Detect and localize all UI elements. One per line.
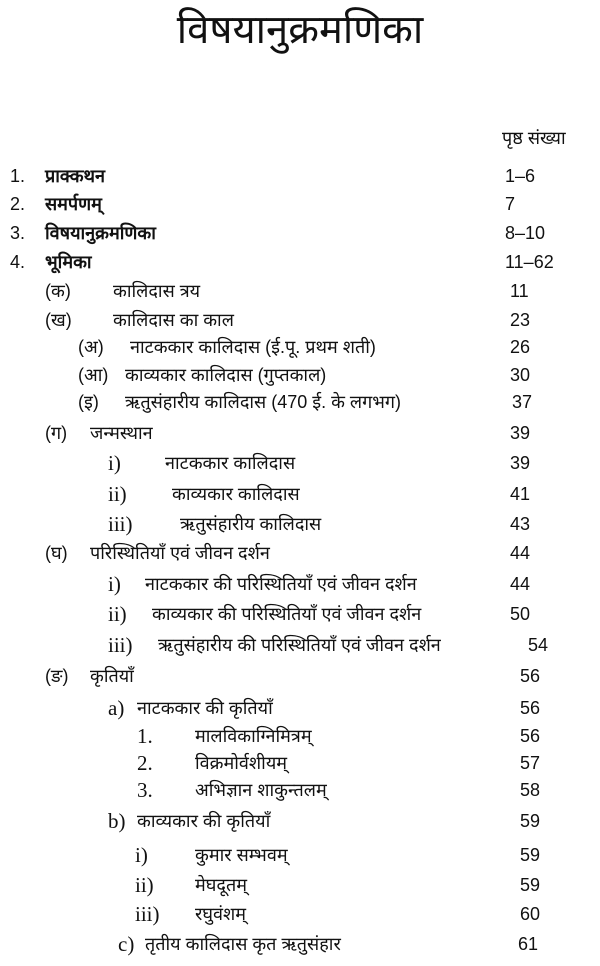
entry-marker: 1. [10,166,26,186]
toc-entry [0,902,600,926]
entry-marker: i) [135,843,148,867]
entry-title: विक्रमोर्वशीयम् [195,753,288,773]
entry-page-number: 41 [510,484,531,504]
toc-entry [0,221,600,245]
entry-marker: ii) [108,602,127,626]
entry-page-number: 50 [510,604,531,624]
entry-marker: (ख) [45,310,72,330]
toc-entry [0,572,600,596]
entry-page-number: 56 [520,698,541,718]
toc-entry [0,873,600,897]
toc-entry [0,482,600,506]
toc-entry [0,602,600,626]
entry-page-number: 7 [505,194,516,214]
entry-page-number: 43 [510,514,531,534]
entry-marker: 2. [137,751,153,775]
entry-title: नाटककार की परिस्थितियाँ एवं जीवन दर्शन [145,574,417,594]
entry-title: कृतियाँ [90,666,134,686]
entry-marker: (आ) [78,365,109,385]
entry-marker: b) [108,809,126,833]
entry-marker: a) [108,696,125,720]
entry-page-number: 8–10 [505,223,546,243]
entry-page-number: 44 [510,543,531,563]
toc-entry [0,335,600,359]
entry-page-number: 56 [520,666,541,686]
toc-entry [0,164,600,188]
entry-title: काव्यकार कालिदास [172,484,300,504]
entry-marker: (अ) [78,337,104,357]
entry-title: कुमार सम्भवम् [195,845,288,865]
entry-page-number: 56 [520,726,541,746]
entry-title: अभिज्ञान शाकुन्तलम् [195,780,327,800]
entry-marker: iii) [135,902,160,926]
toc-entry [0,809,600,833]
toc-entry [0,751,600,775]
toc-entry [0,932,600,956]
entry-marker: ii) [108,482,127,506]
toc-entry [0,843,600,867]
entry-title: भूमिका [45,252,92,272]
entry-marker: 2. [10,194,26,214]
entry-title: रघुवंशम् [195,904,247,924]
entry-title: समर्पणम् [45,194,102,214]
toc-entry [0,778,600,802]
toc-entry [0,451,600,475]
entry-page-number: 57 [520,753,541,773]
entry-title: नाटककार कालिदास (ई.पू. प्रथम शती) [130,337,376,357]
entry-marker: 4. [10,252,26,272]
entry-page-number: 37 [512,392,533,412]
entry-marker: iii) [108,633,133,657]
entry-title: प्राक्कथन [45,166,106,186]
entry-title: कालिदास त्रय [113,281,201,301]
entry-marker: (ङ) [45,666,69,686]
entry-page-number: 59 [520,845,541,865]
entry-marker: ii) [135,873,154,897]
toc-entry [0,363,600,387]
entry-marker: i) [108,572,121,596]
entry-page-number: 39 [510,423,531,443]
entry-page-number: 23 [510,310,531,330]
toc-entry [0,512,600,536]
toc-entry [0,421,600,445]
entry-title: मालविकाग्निमित्रम् [195,726,312,746]
entry-title: काव्यकार की परिस्थितियाँ एवं जीवन दर्शन [152,604,422,624]
toc-entry [0,192,600,216]
page-title: विषयानुक्रमणिका [176,7,424,53]
entry-page-number: 26 [510,337,531,357]
toc-entry [0,308,600,332]
entry-title: नाटककार कालिदास [165,453,296,473]
entry-title: ऋतुसंहारीय कालिदास [180,514,322,534]
entry-title: काव्यकार की कृतियाँ [137,811,271,831]
entry-marker: i) [108,451,121,475]
entry-title: तृतीय कालिदास कृत ऋतुसंहार [145,934,341,954]
entry-title: कालिदास का काल [113,310,234,330]
entry-title: परिस्थितियाँ एवं जीवन दर्शन [90,543,270,563]
entry-page-number: 44 [510,574,531,594]
toc-entry [0,250,600,274]
toc-entry [0,664,600,688]
entry-title: नाटककार की कृतियाँ [137,698,273,718]
entry-page-number: 58 [520,780,541,800]
entry-title: ऋतुसंहारीय की परिस्थितियाँ एवं जीवन दर्शन [158,635,441,655]
entry-page-number: 54 [528,635,549,655]
entry-page-number: 30 [510,365,531,385]
entry-page-number: 61 [518,934,539,954]
entry-marker: iii) [108,512,133,536]
toc-entry [0,696,600,720]
entry-marker: (इ) [78,392,99,412]
toc-entry [0,390,600,414]
toc-entry [0,279,600,303]
entry-page-number: 1–6 [505,166,536,186]
entry-page-number: 59 [520,811,541,831]
entry-marker: (ग) [45,423,68,443]
toc-entry [0,724,600,748]
entry-title: जन्मस्थान [90,423,153,443]
entry-title: विषयानुक्रमणिका [45,223,156,243]
page-number-header: पृष्ठ संख्या [502,128,566,148]
entry-page-number: 59 [520,875,541,895]
entry-title: काव्यकार कालिदास (गुप्तकाल) [125,365,327,385]
entry-marker: 3. [10,223,26,243]
entry-marker: (घ) [45,543,68,563]
entry-page-number: 60 [520,904,541,924]
entry-title: ऋतुसंहारीय कालिदास (470 ई. के लगभग) [125,392,402,412]
entry-title: मेघदूतम् [195,875,247,895]
toc-entry [0,541,600,565]
entry-marker: c) [118,932,135,956]
toc-entry [0,633,600,657]
entry-marker: 1. [137,724,153,748]
entry-marker: 3. [137,778,153,802]
entry-page-number: 39 [510,453,531,473]
entry-page-number: 11 [510,281,529,301]
entry-marker: (क) [45,281,71,301]
entry-page-number: 11–62 [505,252,554,272]
